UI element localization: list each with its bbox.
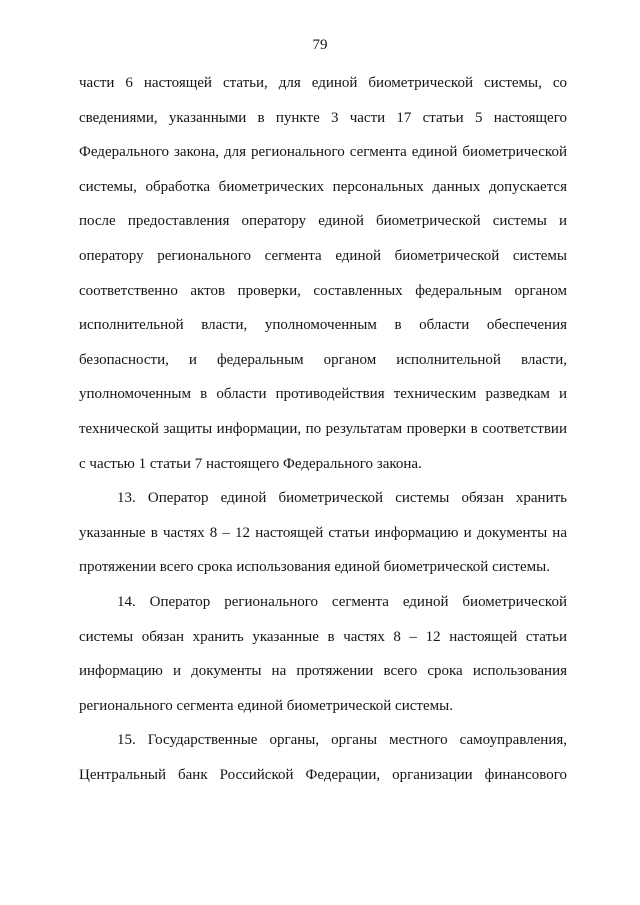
- text-line: системы, обработка биометрических персональных данных допускается: [79, 178, 567, 195]
- text-line: информацию и документы на протяжении всего срока использования: [79, 663, 567, 680]
- text-line: 13. Оператор единой биометрической системы обязан хранить: [117, 490, 567, 507]
- text-line: Федерального закона, для регионального сегмента единой биометрической: [79, 144, 567, 161]
- text-line: уполномоченным в области противодействия техническим разведкам и: [79, 386, 567, 403]
- text-line: сведениями, указанными в пункте 3 части 17 статьи 5 настоящего: [79, 109, 567, 126]
- text-line: соответственно актов проверки, составленных федеральным органом: [79, 282, 567, 299]
- text-line: указанные в частях 8 – 12 настоящей статьи информацию и документы на: [79, 524, 567, 541]
- text-line: оператору регионального сегмента единой биометрической системы: [79, 247, 567, 264]
- text-line: с частью 1 статьи 7 настоящего Федерального закона.: [79, 455, 422, 472]
- text-line: Центральный банк Российской Федерации, организации финансового: [79, 766, 567, 783]
- text-line: протяжении всего срока использования единой биометрической системы.: [79, 559, 550, 576]
- document-body: [79, 71, 567, 797]
- text-line: 15. Государственные органы, органы местного самоуправления,: [117, 732, 567, 749]
- text-line: регионального сегмента единой биометрической системы.: [79, 697, 453, 714]
- text-line: после предоставления оператору единой биометрической системы и: [79, 213, 567, 230]
- text-line: безопасности, и федеральным органом исполнительной власти,: [79, 351, 567, 368]
- text-line: 14. Оператор регионального сегмента единой биометрической: [117, 593, 567, 610]
- page-number: 79: [312, 37, 328, 53]
- text-line: исполнительной власти, уполномоченным в области обеспечения: [79, 317, 567, 334]
- text-line: части 6 настоящей статьи, для единой биометрической системы, со: [79, 75, 567, 91]
- text-line: системы обязан хранить указанные в частях 8 – 12 настоящей статьи: [79, 628, 567, 645]
- text-line: технической защиты информации, по результатам проверки в соответствии: [79, 420, 567, 437]
